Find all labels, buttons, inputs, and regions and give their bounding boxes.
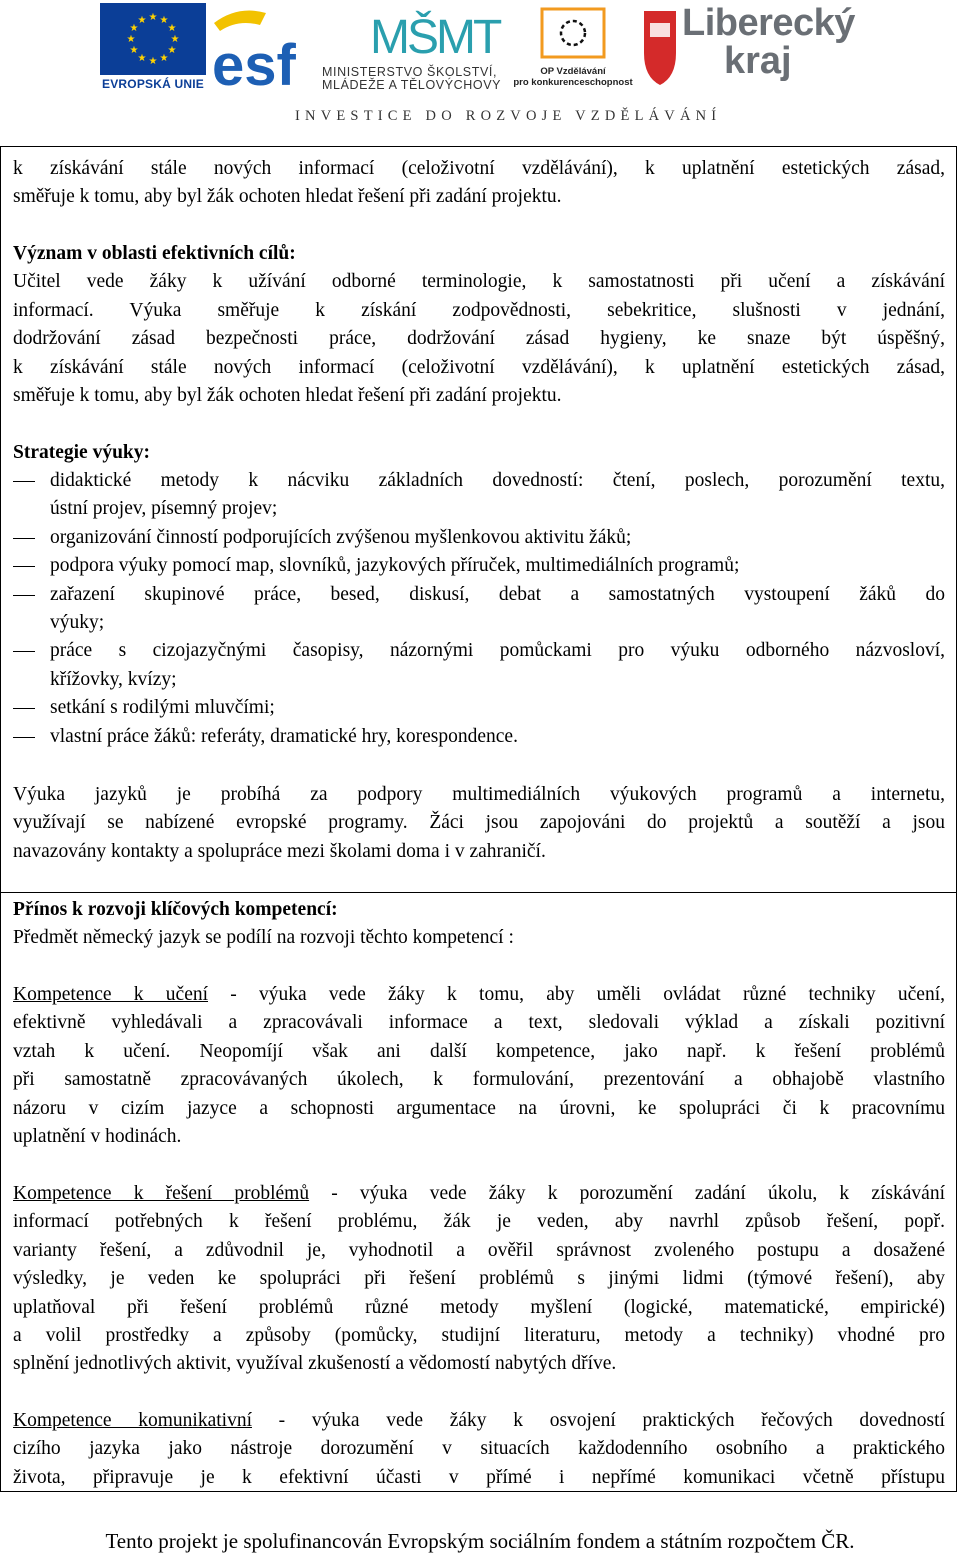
- text-line: zařazení skupinové práce, besed, diskusí, debat a samostatných vystoupení žáků do: [50, 583, 945, 605]
- page-header: [0, 0, 960, 135]
- dash-bullet-icon: [13, 566, 35, 567]
- text-line: varianty řešení, a zdůvodnil je, vyhodnotil a ověřil správnost zvoleného postupu a dosažené: [13, 1239, 945, 1261]
- esf-mark-icon: [208, 3, 314, 91]
- strategie-list: [13, 467, 945, 751]
- competence-title: Kompetence komunikativní: [13, 1410, 252, 1431]
- text-line: využívají se nabízené evropské programy. Žáci jsou zapojováni do projektů a soutěží a jsou: [13, 812, 945, 834]
- list-item: [13, 581, 945, 638]
- svg-text:★: ★: [148, 56, 158, 67]
- text-run: - výuka vede žáky k osvojení praktických řečových dovedností: [251, 1410, 945, 1431]
- kompetence-k-uceni: [13, 981, 945, 1151]
- svg-text:★: ★: [137, 15, 147, 26]
- svg-text:★: ★: [159, 53, 169, 64]
- text-line: setkání s rodilými mluvčími;: [50, 697, 275, 719]
- dash-bullet-icon: [13, 651, 35, 652]
- text-line: názoru v cizím jazyce a schopnosti argumentace na úrovni, ke spolupráci či k pracovnímu: [13, 1097, 945, 1119]
- page-footer: Tento projekt je spolufinancován Evropským sociálním fondem a státním rozpočtem ČR.: [105, 1529, 855, 1553]
- efektivni-section: [13, 240, 945, 410]
- kompetence-k-reseni-problemu: [13, 1180, 945, 1379]
- text-line: výsledky, je veden ke spolupráci při řešení problémů s jinými lidmi (týmové řešení), aby: [13, 1268, 945, 1290]
- text-line: dodržování zásad bezpečnosti práce, dodržování zásad hygieny, ke snaze být úspěšný,: [13, 328, 945, 350]
- list-item: [13, 552, 945, 580]
- svg-text:★: ★: [167, 23, 177, 34]
- text-run: - výuka vede žáky k tomu, aby uměli ovládat různé techniky učení,: [208, 984, 945, 1005]
- document-box: [0, 146, 957, 1492]
- kraj-emblem-icon: [640, 7, 680, 87]
- kraj-name-line2: kraj: [724, 40, 792, 82]
- prinos-intro: Předmět německý jazyk se podílí na rozvoji těchto kompetencí :: [13, 927, 514, 949]
- section-heading: Strategie výuky:: [13, 442, 151, 463]
- text-line: informací. Výuka směřuje k získání zodpovědnosti, sebekritice, slušnosti v jednání,: [13, 299, 945, 321]
- paragraph-continuation: [13, 155, 945, 212]
- svg-text:★: ★: [159, 15, 169, 26]
- liberecky-kraj-logo: [640, 3, 860, 91]
- kraj-name-line1: Liberecký: [682, 2, 855, 44]
- msmt-logo: [318, 3, 508, 91]
- text-line: didaktické metody k nácviku základních dovedností: čtení, poslech, porozumění textu,: [50, 470, 945, 491]
- op-logo: [512, 3, 634, 91]
- text-line: křížovky, kvízy;: [50, 668, 177, 690]
- svg-text:★: ★: [126, 34, 136, 45]
- svg-text:★: ★: [129, 23, 139, 34]
- eu-flag-icon: [100, 3, 206, 75]
- list-item: [13, 637, 945, 694]
- text-line: ústní projev, písemný projev;: [50, 498, 278, 520]
- svg-text:★: ★: [148, 12, 158, 23]
- strategie-heading-block: [13, 439, 945, 467]
- svg-text:★: ★: [170, 34, 180, 45]
- text-line: organizování činností podporujících zvýšenou myšlenkovou aktivitu žáků;: [50, 526, 632, 548]
- eu-logo: [100, 3, 206, 91]
- text-line: vztah k učení. Neopomíjí však ani další kompetence, jako např. k řešení problémů: [13, 1040, 945, 1062]
- text-line: práce s cizojazyčnými časopisy, názornými pomůckami pro výuku odborného názvosloví,: [50, 640, 945, 662]
- list-item: [13, 723, 945, 751]
- text-run: - výuka vede žáky k porozumění zadání úkolu, k získávání: [309, 1183, 945, 1204]
- op-caption-1: OP Vzdělávání: [540, 66, 606, 77]
- svg-text:★: ★: [129, 45, 139, 56]
- msmt-mark-icon: [318, 3, 508, 61]
- prinos-section: [13, 896, 945, 953]
- text-line: informací potřebných k řešení problému, žák je veden, aby navrhl způsob řešení, popř.: [13, 1211, 945, 1233]
- svg-text:esf: esf: [212, 33, 296, 91]
- competence-title: Kompetence k řešení problémů: [13, 1183, 310, 1204]
- text-line: života, připravuje je k efektivní účasti v přímé i nepřímé komunikaci včetně přístupu: [13, 1466, 945, 1488]
- op-mark-icon: [512, 3, 634, 61]
- esf-logo: [208, 3, 314, 91]
- header-tagline: INVESTICE DO ROZVOJE VZDĚLÁVÁNÍ: [295, 108, 722, 124]
- kompetence-komunikativni: [13, 1407, 945, 1492]
- section-divider: [1, 892, 956, 893]
- text-line: Výuka jazyků je probíhá za podpory multimediálních výukových programů a internetu,: [13, 784, 945, 805]
- svg-text:★: ★: [167, 45, 177, 56]
- dash-bullet-icon: [13, 538, 35, 539]
- text-line: a volil prostředky a způsoby (pomůcky, studijní literaturu, metody a techniky) vhodné pro: [13, 1325, 945, 1347]
- text-line: směřuje k tomu, aby byl žák ochoten hledat řešení při zadání projektu.: [13, 186, 562, 208]
- text-line: navazovány kontakty a spolupráce mezi školami doma i v zahraničí.: [13, 840, 546, 862]
- text-line: při samostatně zpracovávaných úkolech, k formulování, prezentování a obhajobě vlastního: [13, 1069, 945, 1091]
- msmt-caption-1: MINISTERSTVO ŠKOLSTVÍ,: [322, 65, 498, 79]
- text-line: výuky;: [50, 612, 105, 634]
- section-heading: Přínos k rozvoji klíčových kompetencí:: [13, 899, 338, 920]
- list-item: [13, 467, 945, 524]
- eu-caption: EVROPSKÁ UNIE: [102, 77, 204, 91]
- text-line: uplatnění v hodinách.: [13, 1126, 182, 1148]
- list-item: [13, 524, 945, 552]
- eu-stars-icon: [100, 3, 206, 75]
- dash-bullet-icon: [13, 595, 35, 596]
- dash-bullet-icon: [13, 708, 35, 709]
- text-line: k získávání stále nových informací (celoživotní vzdělávání), k uplatnění estetických zásad,: [13, 158, 945, 179]
- svg-text:MŠMT: MŠMT: [370, 11, 500, 61]
- svg-text:★: ★: [137, 53, 147, 64]
- list-item: [13, 694, 945, 722]
- dash-bullet-icon: [13, 481, 35, 482]
- text-line: Učitel vede žáky k užívání odborné terminologie, k samostatnosti při učení a získávání: [13, 271, 945, 293]
- text-line: cizího jazyka jako nástroje dorozumění v situacích každodenního osobního a praktického: [13, 1438, 945, 1460]
- msmt-caption-2: MLÁDEŽE A TĚLOVÝCHOVY: [322, 78, 502, 92]
- vyuka-jazyku-paragraph: [13, 781, 945, 866]
- text-line: splnění jednotlivých aktivit, využíval zkušeností a vědomostí nabytých dříve.: [13, 1353, 617, 1375]
- text-line: směřuje k tomu, aby byl žák ochoten hledat řešení při zadání projektu.: [13, 385, 562, 407]
- section-heading: Význam v oblasti efektivních cílů:: [13, 243, 296, 264]
- text-line: k získávání stále nových informací (celoživotní vzdělávání), k uplatnění estetických zásad,: [13, 356, 945, 378]
- competence-title: Kompetence k učení: [13, 984, 209, 1005]
- text-line: podpora výuky pomocí map, slovníků, jazykových příruček, multimediálních programů;: [50, 555, 740, 577]
- text-line: vlastní práce žáků: referáty, dramatické hry, korespondence.: [50, 725, 518, 747]
- op-caption-2: pro konkurenceschopnost: [513, 77, 633, 88]
- text-line: efektivně vyhledávali a zpracovávali informace a text, sledovali výklad a získali pozitivní: [13, 1012, 945, 1034]
- dash-bullet-icon: [13, 737, 35, 738]
- text-line: uplatňoval při řešení problémů různé metody myšlení (logické, matematické, empirické): [13, 1296, 945, 1318]
